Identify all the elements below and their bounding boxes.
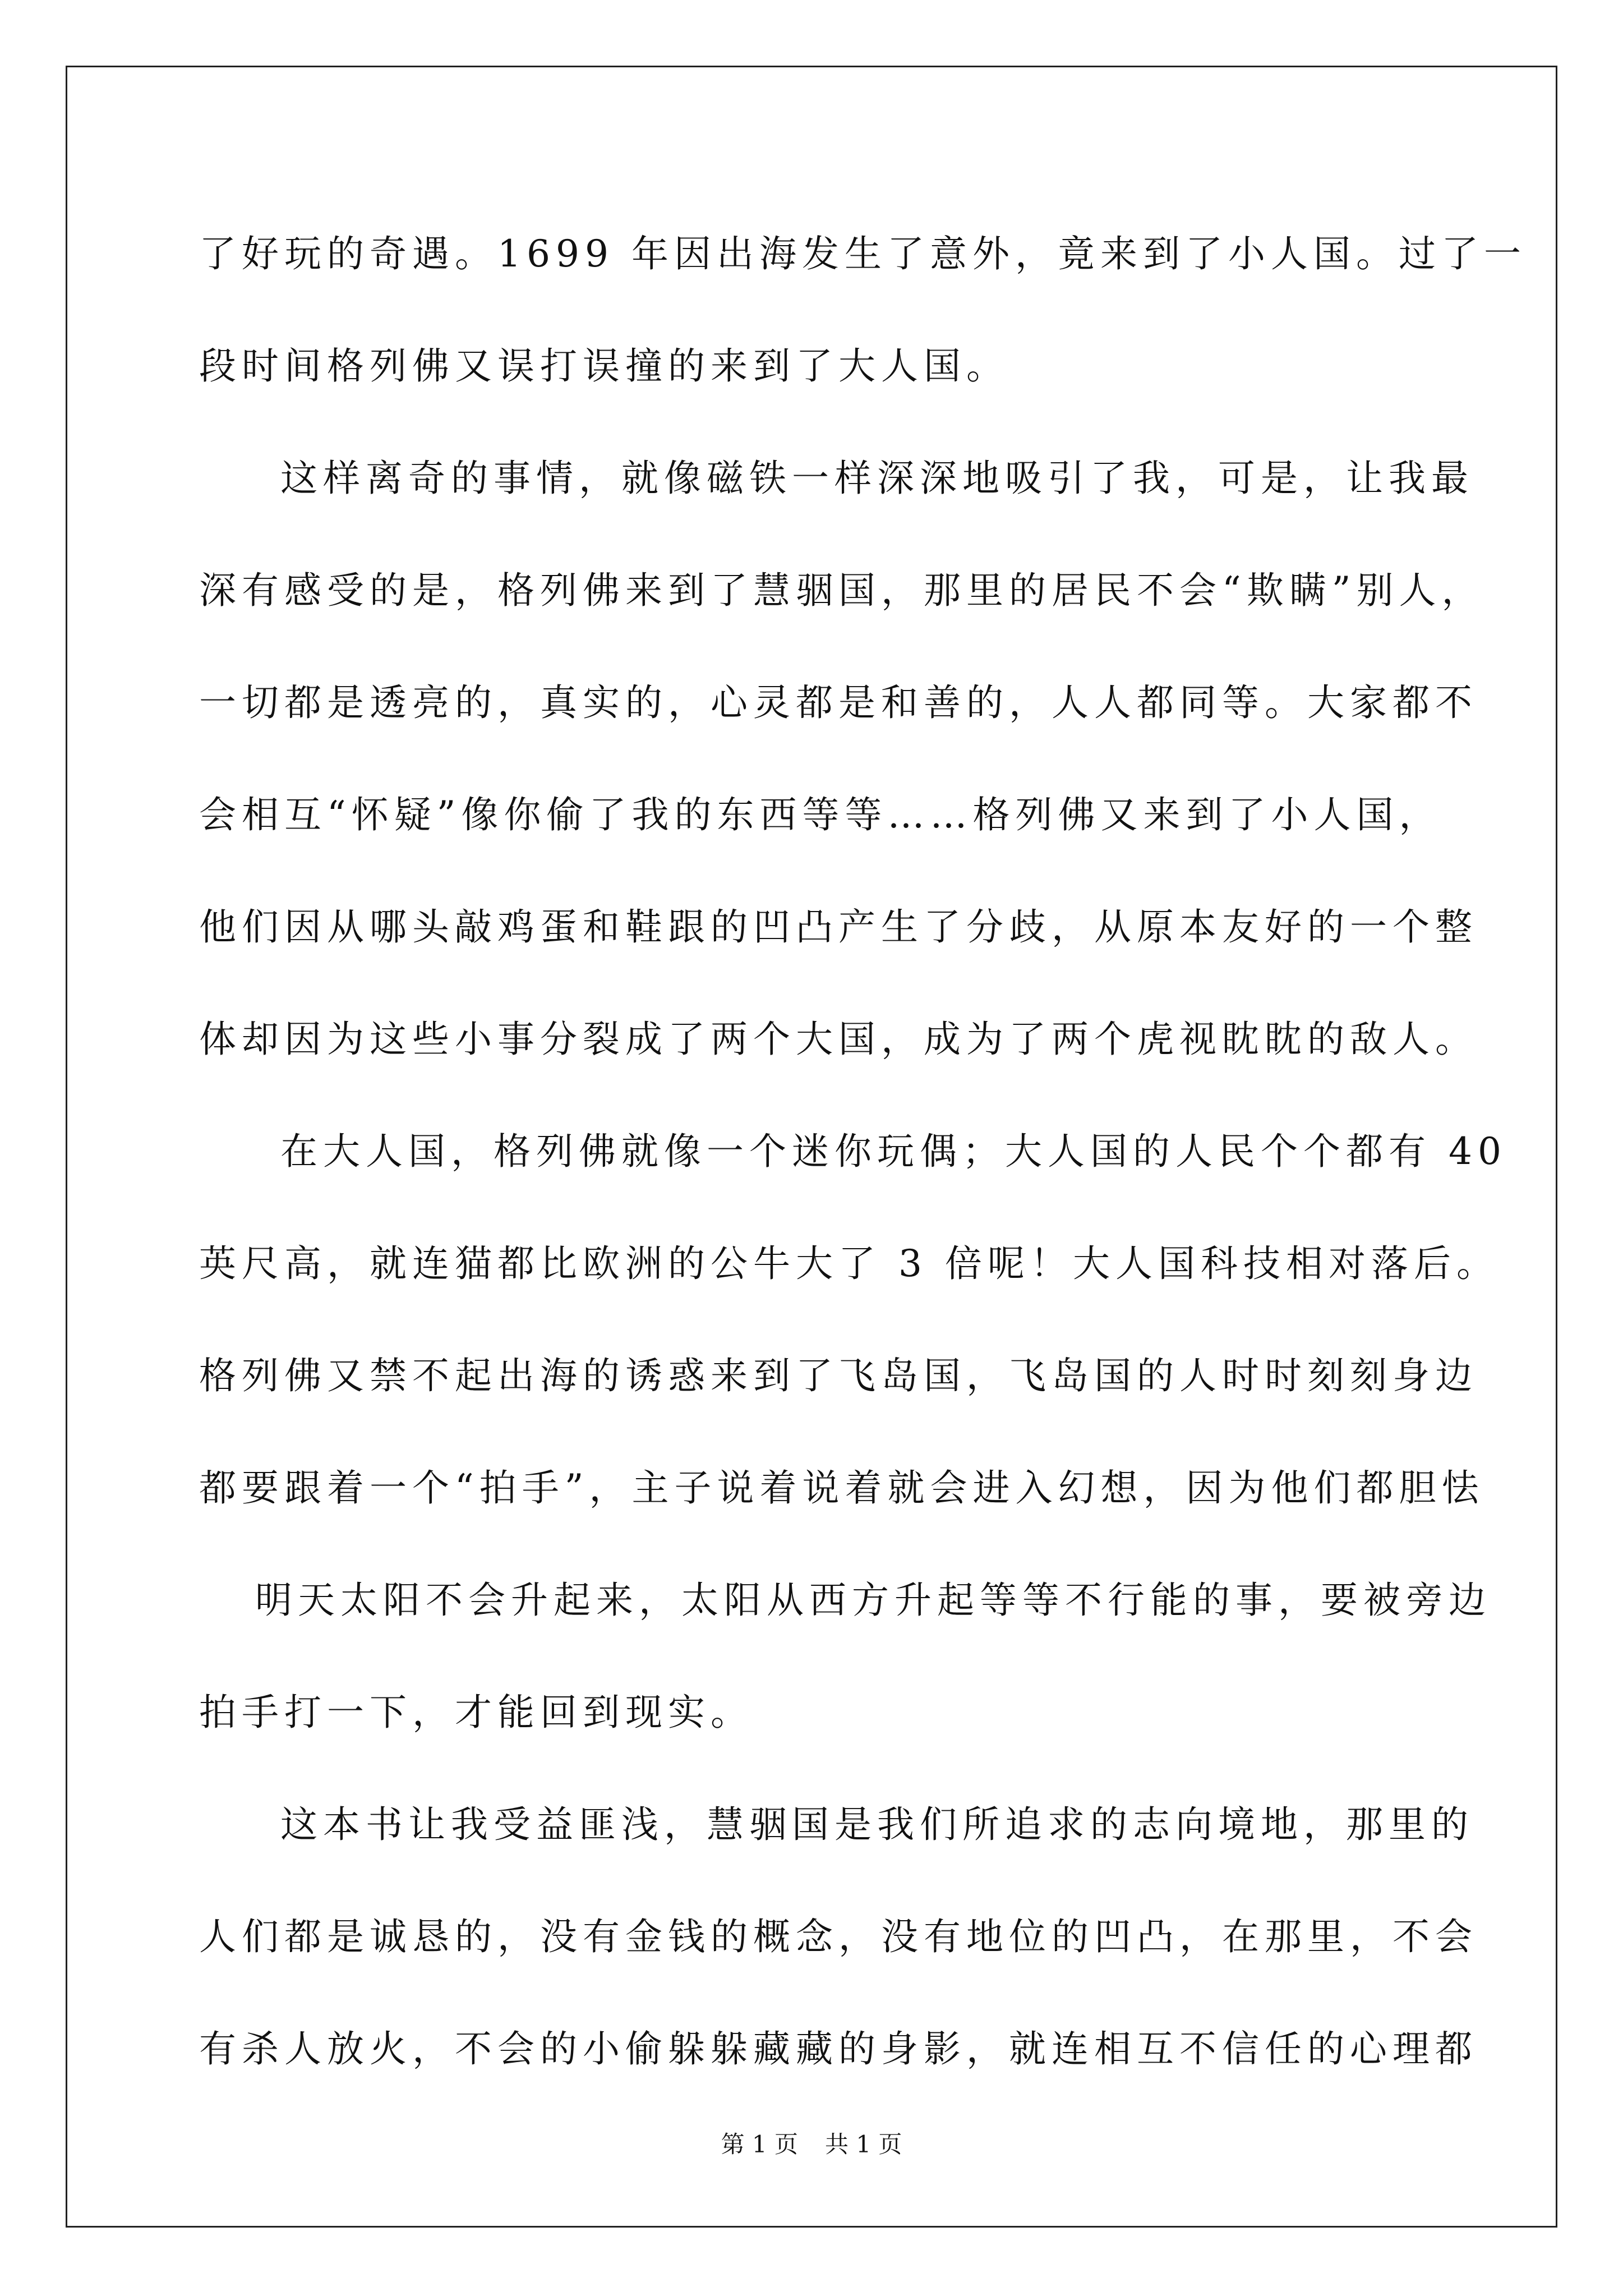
text-line: 有杀人放火，不会的小偷躲躲藏藏的身影，就连相互不信任的心理都 <box>199 2027 1478 2070</box>
text-line: 这本书让我受益匪浅，慧骃国是我们所追求的志向境地，那里的 <box>280 1803 1474 1846</box>
text-line: 都要跟着一个“拍手”，主子说着说着就会进入幻想，因为他们都胆怯 <box>199 1466 1484 1510</box>
text-line: 人们都是诚恳的，没有金钱的概念，没有地位的凹凸，在那里，不会 <box>199 1915 1478 1958</box>
text-line: 体却因为这些小事分裂成了两个大国，成为了两个虎视眈眈的敌人。 <box>199 1018 1478 1061</box>
text-line: 这样离奇的事情，就像磁铁一样深深地吸引了我，可是，让我最 <box>280 457 1474 500</box>
text-line: 一切都是透亮的，真实的，心灵都是和善的，人人都同等。大家都不 <box>199 681 1478 724</box>
text-line: 深有感受的是，格列佛来到了慧骃国，那里的居民不会“欺瞒”别人， <box>199 569 1484 612</box>
text-line: 了好玩的奇遇。1699 年因出海发生了意外，竟来到了小人国。过了一 <box>199 232 1527 275</box>
page-total: 共 1 页 <box>825 2131 902 2158</box>
page-footer <box>0 2126 1623 2160</box>
document-body <box>199 198 1527 2105</box>
text-line: 英尺高，就连猫都比欧洲的公牛大了 3 倍呢！大人国科技相对落后。 <box>199 1242 1499 1285</box>
page-number: 第 1 页 <box>721 2131 798 2158</box>
text-line: 格列佛又禁不起出海的诱惑来到了飞岛国，飞岛国的人时时刻刻身边 <box>199 1354 1478 1397</box>
text-line: 他们因从哪头敲鸡蛋和鞋跟的凹凸产生了分歧，从原本友好的一个整 <box>199 905 1478 949</box>
text-line: 在大人国，格列佛就像一个迷你玩偶；大人国的人民个个都有 40 <box>280 1130 1507 1173</box>
text-line: 明天太阳不会升起来，太阳从西方升起等等不行能的事，要被旁边 <box>255 1579 1491 1622</box>
text-line: 段时间格列佛又误打误撞的来到了大人国。 <box>199 344 1009 388</box>
text-line: 会相互“怀疑”像你偷了我的东西等等……格列佛又来到了小人国， <box>199 793 1442 836</box>
text-line: 拍手打一下，才能回到现实。 <box>199 1691 753 1734</box>
